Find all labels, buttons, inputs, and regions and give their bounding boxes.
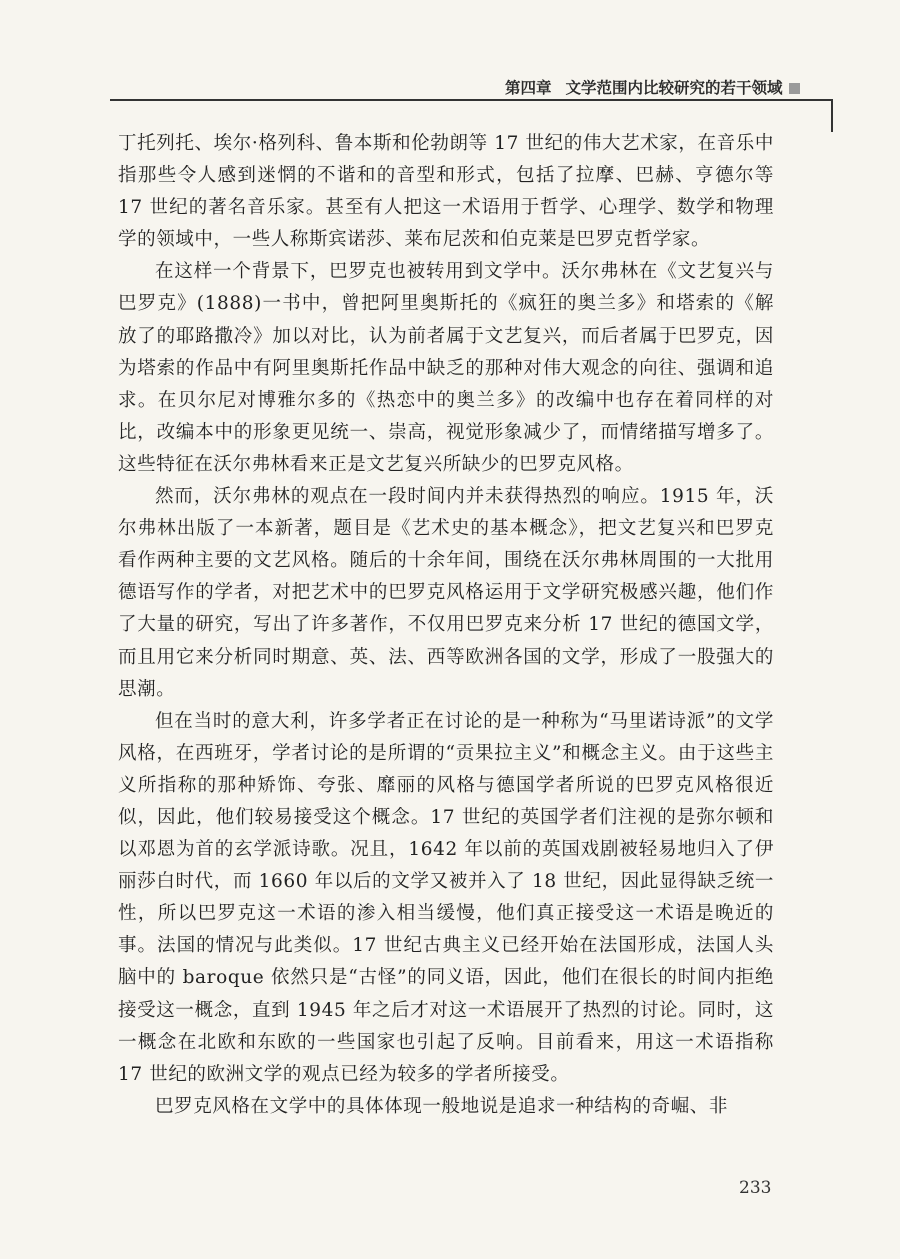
body-text [118, 128, 774, 1123]
page-number: 233 [739, 1178, 772, 1198]
paragraph: 巴罗克风格在文学中的具体体现一般地说是追求一种结构的奇崛、非 [155, 1095, 729, 1117]
square-marker-icon [789, 83, 800, 94]
chapter-label: 第四章 [505, 79, 552, 97]
paragraph: 但在当时的意大利，许多学者正在讨论的是一种称为“马里诺诗派”的文学风格，在西班牙，学者讨论的是所谓的“贡果拉主义”和概念主义。由于这些主义所指称的那种矫饰、夸张、靡丽的风格与德国学者所说的巴罗克风格很近似，因此，他们较易接受这个概念。17 世纪的英国学者们注视的是弥尔顿和以邓恩为首的玄学派诗歌。况且，1642 年以前的英国戏剧被轻易地归入了伊丽莎白时代，而 1660 年以后的文学又被并入了 18 世纪，因此显得缺乏统一性，所以巴罗克这一术语的渗入相当缓慢，他们真正接受这一术语是晚近的事。法国的情况与此类似。17 世纪古典主义已经开始在法国形成，法国人头脑中的 baroque 依然只是“古怪”的同义语，因此，他们在很长的时间内拒绝接受这一概念，直到 1945 年之后才对这一术语展开了热烈的讨论。同时，这一概念在北欧和东欧的一些国家也引起了反响。目前看来，用这一术语指称 17 世纪的欧洲文学的观点已经为较多的学者所接受。 [118, 710, 774, 1085]
chapter-title: 文学范围内比较研究的若干领域 [565, 79, 783, 97]
header-rule-tick [831, 99, 833, 132]
header-rule [110, 99, 832, 101]
paragraph: 在这样一个背景下，巴罗克也被转用到文学中。沃尔弗林在《文艺复兴与巴罗克》(1888)一书中，曾把阿里奥斯托的《疯狂的奥兰多》和塔索的《解放了的耶路撒冷》加以对比，认为前者属于文艺复兴，而后者属于巴罗克，因为塔索的作品中有阿里奥斯托作品中缺乏的那种对伟大观念的向往、强调和追求。在贝尔尼对博雅尔多的《热恋中的奥兰多》的改编中也存在着同样的对比，改编本中的形象更见统一、崇高，视觉形象减少了，而情绪描写增多了。这些特征在沃尔弗林看来正是文艺复兴所缺少的巴罗克风格。 [118, 261, 774, 475]
running-header [505, 76, 800, 98]
paragraph: 丁托列托、埃尔·格列科、鲁本斯和伦勃朗等 17 世纪的伟大艺术家，在音乐中指那些令人感到迷惘的不谐和的音型和形式，包括了拉摩、巴赫、亨德尔等 17 世纪的著名音乐家。甚至有人把这一术语用于哲学、心理学、数学和物理学的领域中，一些人称斯宾诺莎、莱布尼茨和伯克莱是巴罗克哲学家。 [118, 133, 774, 251]
paragraph: 然而，沃尔弗林的观点在一段时间内并未获得热烈的响应。1915 年，沃尔弗林出版了一本新著，题目是《艺术史的基本概念》，把文艺复兴和巴罗克看作两种主要的文艺风格。随后的十余年间，围绕在沃尔弗林周围的一大批用德语写作的学者，对把艺术中的巴罗克风格运用于文学研究极感兴趣，他们作了大量的研究，写出了许多著作，不仅用巴罗克来分析 17 世纪的德国文学，而且用它来分析同时期意、英、法、西等欧洲各国的文学，形成了一股强大的思潮。 [118, 486, 774, 700]
